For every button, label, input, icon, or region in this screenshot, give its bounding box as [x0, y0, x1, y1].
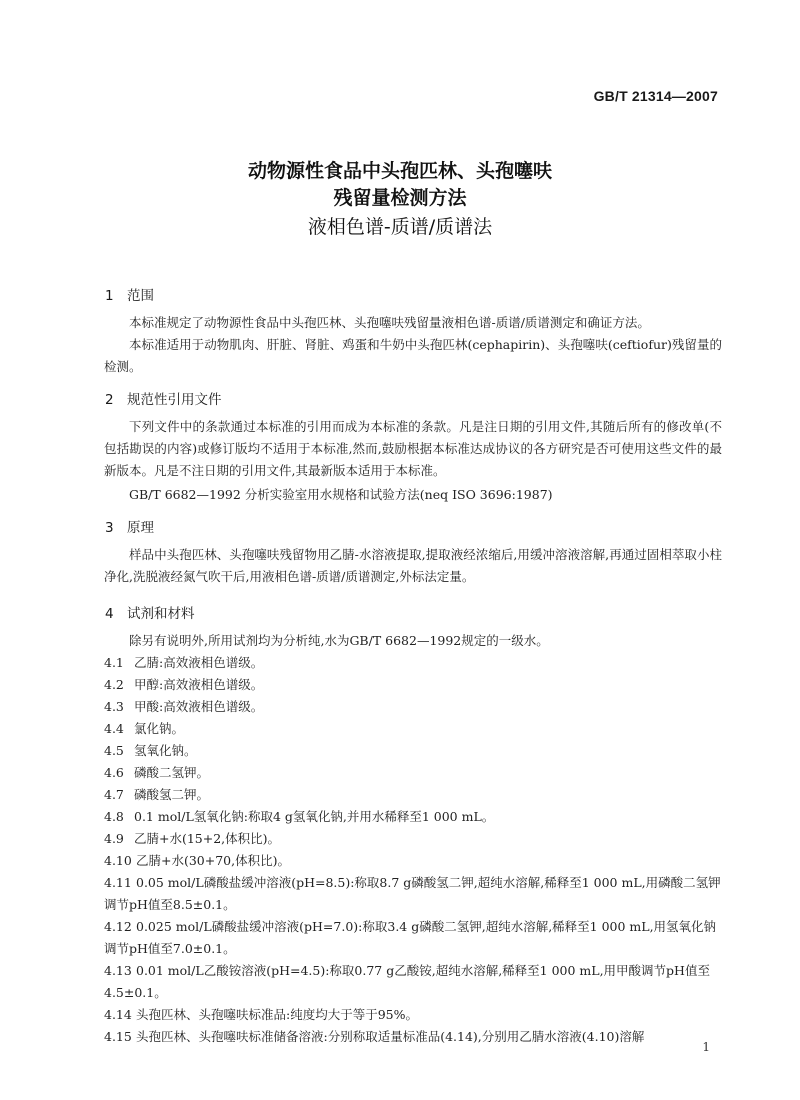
- reagent-item: 4.12 0.025 mol/L磷酸盐缓冲溶液(pH=7.0):称取3.4 g磷酸二氢钾,超纯水溶解,稀释至1 000 mL,用氢氧化钠调节pH值至7.0±0.1。: [104, 919, 717, 956]
- reagent-item: 4.11 0.05 mol/L磷酸盐缓冲溶液(pH=8.5):称取8.7 g磷酸氢二钾,超纯水溶解,稀释至1 000 mL,用磷酸二氢钾调节pH值至8.5±0.1。: [104, 875, 721, 912]
- title-line-2: 残留量检测方法: [333, 187, 467, 209]
- reagents-intro: 除另有说明外,所用试剂均为分析纯,水为GB/T 6682—1992规定的一级水。: [129, 633, 549, 648]
- standard-code: GB/T 21314—2007: [593, 88, 718, 104]
- reference-gbt6682: GB/T 6682—1992 分析实验室用水规格和试验方法(neq ISO 3696:1987): [129, 487, 553, 502]
- page-number: 1: [702, 1040, 710, 1054]
- reagent-item: 4.5 氢氧化钠。: [104, 743, 197, 758]
- reagent-item: 4.13 0.01 mol/L乙酸铵溶液(pH=4.5):称取0.77 g乙酸铵,超纯水溶解,稀释至1 000 mL,用甲酸调节pH值至4.5±0.1。: [104, 963, 710, 1000]
- reagent-item: 4.4 氯化钠。: [104, 721, 185, 736]
- section-heading-references: [105, 388, 222, 408]
- reagent-item: 4.14 头孢匹林、头孢噻呋标准品:纯度均大于等于95%。: [104, 1007, 418, 1022]
- reagent-item: 4.2 甲醇:高效液相色谱级。: [104, 677, 264, 692]
- section-title: 规范性引用文件: [127, 392, 222, 408]
- scope-paragraph-2: 本标准适用于动物肌肉、肝脏、肾脏、鸡蛋和牛奶中头孢匹林(cephapirin)、头孢噻呋(ceftiofur)残留量的检测。: [104, 337, 722, 374]
- section-heading-reagents: [105, 602, 195, 622]
- reagent-item: 4.1 乙腈:高效液相色谱级。: [104, 655, 264, 670]
- section-number: 2: [105, 392, 114, 408]
- title-line-3: 液相色谱-质谱/质谱法: [307, 216, 493, 238]
- section-number: 4: [105, 606, 114, 622]
- reagent-item: 4.3 甲酸:高效液相色谱级。: [104, 699, 264, 714]
- principle-paragraph: 样品中头孢匹林、头孢噻呋残留物用乙腈-水溶液提取,提取液经浓缩后,用缓冲溶液溶解,再通过固相萃取小柱净化,洗脱液经氮气吹干后,用液相色谱-质谱/质谱测定,外标法定量。: [104, 547, 722, 584]
- reagent-item: 4.6 磷酸二氢钾。: [104, 765, 210, 780]
- section-heading-principle: [105, 516, 154, 536]
- section-heading-scope: [105, 284, 154, 304]
- reagent-item: 4.8 0.1 mol/L氢氧化钠:称取4 g氢氧化钠,并用水稀释至1 000 mL。: [104, 809, 495, 824]
- section-title: 试剂和材料: [127, 606, 195, 622]
- reagent-item: 4.10 乙腈+水(30+70,体积比)。: [104, 853, 290, 868]
- section-title: 原理: [127, 520, 154, 536]
- section-title: 范围: [127, 288, 154, 304]
- reagent-item: 4.15 头孢匹林、头孢噻呋标准储备溶液:分别称取适量标准品(4.14),分别用乙腈水溶液(4.10)溶解: [104, 1029, 645, 1044]
- scope-paragraph-1: 本标准规定了动物源性食品中头孢匹林、头孢噻呋残留量液相色谱-质谱/质谱测定和确证方法。: [129, 315, 650, 330]
- reagent-item: 4.9 乙腈+水(15+2,体积比)。: [104, 831, 281, 846]
- title-line-1: 动物源性食品中头孢匹林、头孢噻呋: [247, 160, 552, 182]
- reagent-item: 4.7 磷酸氢二钾。: [104, 787, 210, 802]
- section-number: 1: [105, 288, 114, 304]
- section-number: 3: [105, 520, 114, 536]
- references-paragraph: 下列文件中的条款通过本标准的引用而成为本标准的条款。凡是注日期的引用文件,其随后所有的修改单(不包括勘误的内容)或修订版均不适用于本标准,然而,鼓励根据本标准达成协议的各方研究是否可使用这些文件的最新版本。凡是不注日期的引用文件,其最新版本适用于本标准。: [104, 419, 722, 478]
